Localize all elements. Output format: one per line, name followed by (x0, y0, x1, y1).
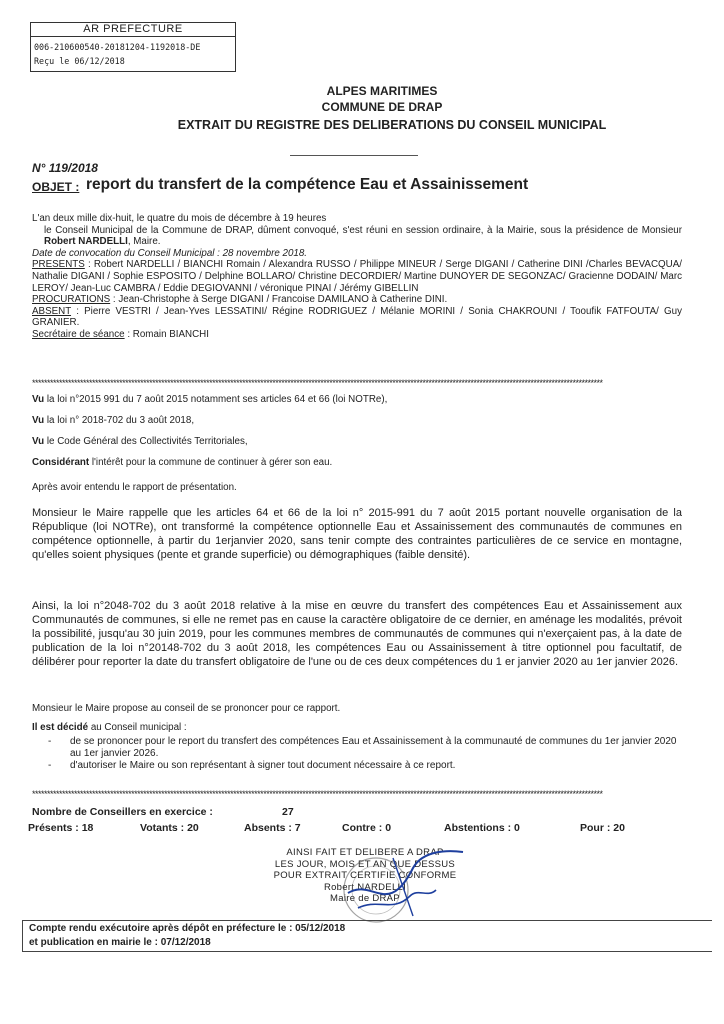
count-absents: Absents : 7 (244, 822, 301, 834)
count-abstentions: Abstentions : 0 (444, 822, 520, 834)
absents-names: : Pierre VESTRI / Jean-Yves LESSATINI/ Régine RODRIGUEZ / Mélanie MORINI / Sonia CHAKROUNI / Tooufik FATFOUTA/ Guy GRANIER. (32, 305, 682, 329)
register-heading: EXTRAIT DU REGISTRE DES DELIBERATIONS DU CONSEIL MUNICIPAL (177, 118, 607, 132)
count-label: Abstentions (444, 822, 505, 834)
deliberation-number: N° 119/2018 (32, 161, 98, 175)
session-convened-line (32, 225, 682, 248)
count-value: 0 (385, 822, 392, 834)
executory-notice (22, 920, 712, 952)
president-name: Robert NARDELLI (44, 236, 128, 248)
list-dash: - (48, 736, 52, 747)
prefecture-stamp (30, 22, 236, 72)
stamp-received-date: Reçu le 06/12/2018 (34, 56, 125, 66)
vu-clause-3 (32, 436, 682, 448)
decision-label: Il est décidé (32, 722, 89, 733)
presents-names: : Robert NARDELLI / BIANCHI Romain / Alexandra RUSSO / Philippe MINEUR / Serge DIGANI / Catherine DINI /Charles BEVACQUA/ Nathalie DIGANI / Sophie ESPOSITO / Delphine BOLLARO/ Christine DECORDIER/ Martine DUNOYER DE SEGONZAC/ Gracienne DODAIN/ Marc LEROY/ Jean-Luc CAMBRA / Eddie DEGIOVANNI / véronique PINAI / Jérémy GIBELLIN (32, 259, 682, 294)
procurations-names: : Jean-Christophe à Serge DIGANI / Francoise DAMILANO à Catherine DINI. (110, 294, 448, 306)
apres-line: Après avoir entendu le rapport de présentation. (32, 482, 237, 493)
objet-label: OBJET : (32, 180, 80, 194)
decision-list (32, 736, 682, 772)
separator-stars: ********************************************************************************************************************************************************************************************** (32, 379, 603, 388)
signature-title: Maire de DRAP (330, 893, 400, 905)
decision-item (32, 760, 682, 772)
count-value: 20 (613, 822, 625, 834)
count-label: Absents (244, 822, 286, 834)
commune-heading: COMMUNE DE DRAP (321, 100, 443, 114)
objet-title: report du transfert de la compétence Eau et Assainissement (86, 176, 529, 193)
session-intro (32, 213, 682, 341)
decision-intro (32, 722, 682, 734)
vu-label: Vu (32, 415, 45, 426)
secretary-label: Secrétaire de séance (32, 328, 125, 340)
vu-text: la loi n° 2018-702 du 3 août 2018, (44, 415, 195, 426)
secretary-line (32, 329, 682, 341)
presents-list (32, 259, 682, 294)
vu-text: le Code Général des Collectivités Territoriales, (44, 436, 248, 447)
absents-label: ABSENT (32, 305, 72, 317)
stamp-title: AR PREFECTURE (31, 23, 235, 37)
presents-label: PRESENTS (32, 259, 85, 271)
vu-clause-1 (32, 394, 682, 406)
signature-stroke-icon (348, 851, 463, 894)
count-label: Pour (580, 822, 604, 834)
session-date-line: L'an deux mille dix-huit, le quatre du mois de décembre à 19 heures (32, 213, 327, 224)
signature-line: LES JOUR, MOIS ET AN QUE DESSUS (274, 858, 456, 870)
signature-line: AINSI FAIT ET DELIBERE A DRAP (286, 847, 444, 858)
count-value: 0 (514, 822, 520, 834)
count-label: Votants (140, 822, 178, 834)
decision-item (32, 736, 682, 760)
councillors-in-office-label: Nombre de Conseillers en exercice : (32, 806, 213, 818)
mayor-proposal: Monsieur le Maire propose au conseil de se prononcer pour ce rapport. (32, 703, 341, 714)
considerant-clause (32, 457, 682, 469)
header-divider (290, 155, 418, 156)
count-value: 7 (294, 822, 301, 834)
vu-clause-2 (32, 415, 682, 427)
separator-stars-bottom: ********************************************************************************************************************************************************************************************** (32, 790, 603, 799)
considerant-label: Considérant (32, 457, 90, 468)
count-label: Contre (342, 822, 376, 834)
list-dash: - (48, 760, 52, 771)
secretary-name: : Romain BIANCHI (124, 328, 209, 340)
count-presents: Présents : 18 (28, 822, 94, 834)
signature-name: Robert NARDELLI (323, 881, 407, 893)
session-convened-text: le Conseil Municipal de la Commune de DRAP, dûment convoqué, s'est réuni en session ordinaire, à la Mairie, sous la présidence de Monsieur (44, 224, 682, 236)
count-label: Présents (28, 822, 73, 834)
decision-item-text: d'autoriser le Maire ou son représentant à signer tout document nécessaire à ce report. (70, 760, 456, 771)
count-votants: Votants : 20 (140, 822, 199, 834)
count-value: 18 (81, 822, 94, 834)
department-heading: ALPES MARITIMES (326, 84, 438, 98)
vu-label: Vu (32, 436, 45, 447)
decision-text: au Conseil municipal : (88, 722, 187, 733)
executory-publication-line: et publication en mairie le : 07/12/2018 (29, 937, 211, 948)
vu-label: Vu (32, 394, 45, 405)
session-convened-end: , Maire. (127, 236, 161, 248)
signature-line: POUR EXTRAIT CERTIFIE CONFORME (273, 870, 457, 882)
count-pour: Pour : 20 (580, 822, 625, 834)
councillors-in-office-value: 27 (282, 806, 294, 818)
count-contre: Contre : 0 (342, 822, 392, 834)
procurations-list (32, 294, 682, 306)
vu-text: la loi n°2015 991 du 7 août 2015 notamment ses articles 64 et 66 (loi NOTRe), (44, 394, 388, 405)
convocation-date: Date de convocation du Conseil Municipal : 28 novembre 2018. (32, 247, 308, 259)
absents-list (32, 306, 682, 329)
paragraph-2018-law: Ainsi, la loi n°2048-702 du 3 août 2018 relative à la mise en œuvre du transfert des compétences Eau et Assainissement aux Communautés de communes, si elle ne remet pas en cause la caractère obligatoire de ce dernier, en aménage les modalités, prévoit la possibilité, jusqu'au 30 juin 2019, pour les communes membres de communautés de communes qui n'exerçaient pas, à la date de publication de la loi n°20148-702 du 3 août 2018, les compétences Eau ou Assainissement à titre optionnel pou facultatif, de délibérer pour reporter la date du transfert obligatoire de l'une ou de ces deux compétences du 1 er janvier 2020 au 1er janvier 2026. (32, 600, 682, 668)
decision-item-text: de se prononcer pour le report du transfert des compétences Eau et Assainissement à la communauté de communes du 1er janvier 2020 au 1er janvier 2026. (70, 736, 677, 759)
paragraph-notre-law: Monsieur le Maire rappelle que les articles 64 et 66 de la loi n° 2015-991 du 7 août 2015 portant nouvelle organisation de la République (loi NOTRe), ont transformé la compétence optionnelle Eau et Assainissement des communautés de communes en compétence optionnelle, à partir du 1erjanvier 2020, sans tenir compte des contraintes particulières de ce service en montagne, qu'elles soient physiques (pente et grande superficie) ou démographiques (faible densité). (32, 507, 682, 561)
stamp-reference: 006-210600540-20181204-1192018-DE (34, 42, 201, 52)
executory-deposit-line: Compte rendu exécutoire après dépôt en préfecture le : 05/12/2018 (29, 923, 346, 934)
considerant-text: l'intérêt pour la commune de continuer à gérer son eau. (89, 457, 333, 468)
count-value: 20 (187, 822, 199, 834)
procurations-label: PROCURATIONS (32, 294, 111, 306)
